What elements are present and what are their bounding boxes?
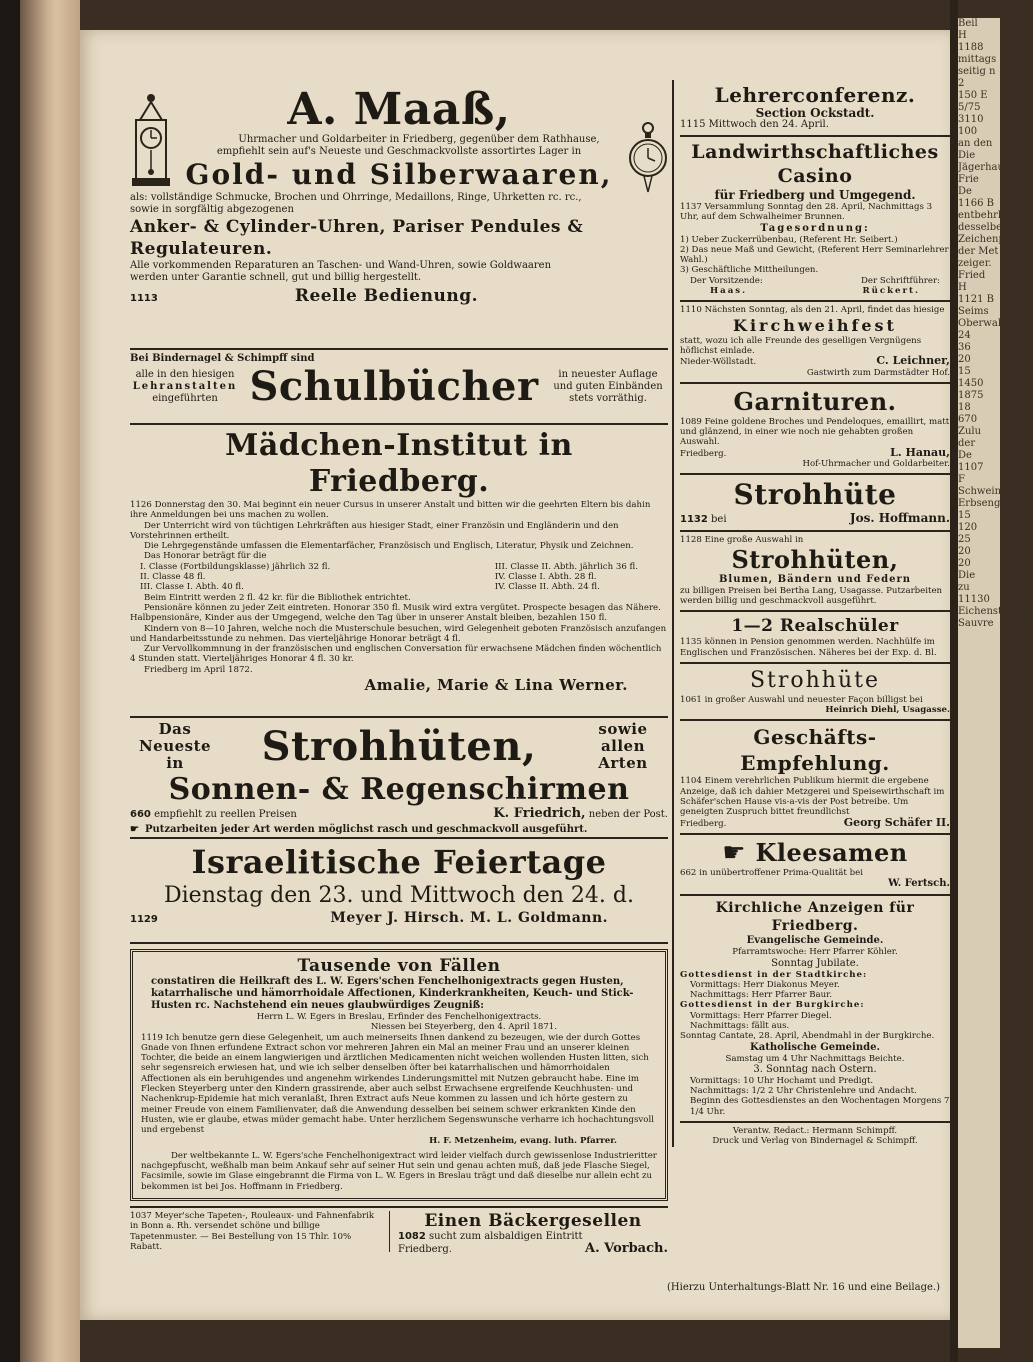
tapeten-text: 1037 Meyer'sche Tapeten-, Rouleaux- und Fahnenfabrik in Bonn a. Rh. versendet schöne und billige Tapetenmuster. — Bei Bestellung von 15 Thlr. 10% Rabatt.	[130, 1211, 390, 1252]
right-page-fragment	[958, 18, 1033, 1348]
realschueler-title: 1—2 Realschüler	[731, 616, 899, 637]
schulbuecher-right1: in neuester Auflage	[558, 369, 658, 380]
ad-baecker	[398, 1211, 668, 1256]
right-page-fragment-line: De	[958, 450, 972, 461]
right-page-fragment-line: 150 E	[958, 90, 988, 101]
geschaefts-name: Georg Schäfer II.	[843, 815, 950, 829]
diehl-title: Strohhüte	[749, 667, 881, 693]
pointing-hand-icon: ☛	[722, 837, 746, 868]
fee-right-1: III. Classe II. Abth. jährlich 36 fl.	[494, 561, 638, 572]
kirchlich-title: Kirchliche Anzeigen für Friedberg.	[715, 900, 915, 935]
ad-strohhuete-lang	[680, 532, 950, 612]
friedrich-where: neben der Post.	[588, 809, 668, 820]
casino-item-2: 2) Das neue Maß und Gewicht, (Referent Herr Seminarlehrer Wahl.)	[680, 244, 949, 266]
kirchlich-ostern: 3. Sonntag nach Ostern.	[753, 1063, 877, 1075]
right-page-fragment-line: mittags	[958, 54, 997, 65]
kirchlich-burg1: Vormittags: Herr Pfarrer Diegel.	[690, 1010, 832, 1021]
right-page-fragment-line: 36	[958, 342, 971, 353]
fee-left-2: II. Classe 48 fl.	[140, 572, 206, 583]
maass-line5: Alle vorkommenden Reparaturen an Taschen- und Wand-Uhren, sowie Goldwaaren	[130, 260, 552, 271]
geschaefts-p1: 1104 Einem verehrlichen Publikum hiermit die ergebene Anzeige, daß ich dahier Metzgerei und Speisewirthschaft im Schäfer'schen Hause vis-a-vis der Post betreibe. Um geneigten Zuspruch bittet freundlichst	[680, 776, 945, 818]
ad-maedchen-institut	[130, 425, 668, 718]
right-page-fragment-line: F	[958, 474, 965, 485]
feiertage-dates: Dienstag den 23. und Mittwoch den 24. d.	[164, 883, 634, 908]
maass-footer: Reelle Bedienung.	[294, 286, 478, 306]
kirchlich-kath2: Vormittags: 10 Uhr Hochamt und Predigt.	[690, 1075, 874, 1086]
ad-kirchliche-anzeigen	[680, 896, 950, 1123]
left-column	[130, 80, 668, 1256]
right-page-fragment-line: 1121 B	[958, 294, 994, 305]
casino-l2: Der Schriftführer:	[861, 275, 940, 286]
baecker-line: sucht zum alsbaldigen Eintritt	[429, 1231, 583, 1242]
right-page-fragment-line: 1188	[958, 42, 984, 53]
right-page-fragment-line: entbehrlichen	[958, 210, 1029, 221]
impressum-line3: (Hierzu Unterhaltungs-Blatt Nr. 16 und eine Beilage.)	[667, 1282, 940, 1293]
kirchlich-kath: Katholische Gemeinde.	[750, 1041, 880, 1053]
garnituren-name: L. Hanau,	[890, 445, 950, 459]
right-page-fragment-line: Schweinfurt	[958, 486, 1020, 497]
right-page-fragment-line: 1450	[958, 378, 984, 389]
kleesamen-name: W. Fertsch.	[888, 878, 950, 890]
baecker-place: Friedberg.	[398, 1244, 452, 1255]
right-page-fragment-line: Zeichenpfaff	[958, 234, 1022, 245]
clock-icon	[130, 90, 172, 194]
kirchweihe-role: Gastwirth zum Darmstädter Hof.	[806, 367, 950, 378]
kirchlich-woche: Pfarramtswoche: Herr Pfarrer Köhler.	[732, 947, 898, 958]
egers-addr1: Herrn L. W. Egers in Breslau, Erfinder des Fenchelhonigextracts.	[256, 1012, 542, 1022]
friedrich-title: Strohhüten,	[261, 722, 537, 770]
right-page-fragment-line: 1107	[958, 462, 984, 473]
maass-line1: Uhrmacher und Goldarbeiter in Friedberg, gegenüber dem Rathhause,	[238, 134, 600, 145]
geschaefts-title: Geschäfts-Empfehlung.	[740, 725, 890, 776]
maedchen-p9: Friedberg im April 1872.	[144, 664, 253, 675]
right-page-fragment-line: H	[958, 282, 967, 293]
ad-egers-wrapper	[130, 944, 668, 1206]
right-page-fragment-line: zu	[958, 582, 970, 593]
maass-number: 1113	[130, 293, 158, 304]
right-page-fragment-line: 20	[958, 354, 971, 365]
friedrich-left2: in	[166, 754, 184, 772]
right-page-fragment-line: 20	[958, 558, 971, 569]
maass-headline2: Anker- & Cylinder-Uhren, Pariser Pendules & Regulateuren.	[130, 217, 584, 259]
right-page-fragment-line: Jägerhaus	[958, 162, 1010, 173]
lehrerconferenz-sub: Section Ockstadt.	[755, 106, 875, 120]
right-page-fragment-line: Sauvre	[958, 618, 994, 629]
diehl-p1: 1061 in großer Auswahl und neuester Façon billigst bei	[680, 694, 923, 705]
hoffmann-line: bei	[711, 514, 727, 526]
friedrich-number: 660	[130, 809, 151, 820]
hoffmann-name: Jos. Hoffmann.	[849, 511, 950, 526]
schulbuecher-right3: stets vorräthig.	[569, 393, 647, 404]
ad-garnituren	[680, 384, 950, 475]
kirchlich-burg: Gottesdienst in der Burgkirche:	[680, 1000, 865, 1011]
right-page-fragment-line: der Met	[958, 246, 999, 257]
right-page-fragment-line: 15	[958, 366, 971, 377]
pocket-watch-icon	[628, 120, 668, 204]
kirchweihe-p1: 1110 Nächsten Sonntag, als den 21. April, findet das hiesige	[680, 305, 945, 316]
impressum-line1: Verantw. Redact.: Hermann Schimpff.	[732, 1126, 898, 1137]
ad-kleesamen	[680, 835, 950, 896]
hoffmann-number: 1132	[680, 514, 708, 526]
maass-line6: werden unter Garantie schnell, gut und billig hergestellt.	[130, 272, 422, 283]
book-spine	[20, 0, 80, 1362]
right-page-fragment-line: 18	[958, 402, 971, 413]
schulbuecher-intro: Bei Bindernagel & Schimpff sind	[130, 353, 315, 364]
casino-item-3: 3) Geschäftliche Mittheilungen.	[680, 265, 819, 276]
ad-schulbuecher	[130, 350, 668, 425]
fee-right-2: IV. Classe I. Abth. 28 fl.	[494, 572, 597, 583]
right-page-fragment-line: H	[958, 30, 967, 41]
kirchweihe-title: Kirchweihfest	[733, 315, 897, 335]
casino-p1: 1137 Versammlung Sonntag den 28. April, Nachmittags 3 Uhr, auf dem Schwalheimer Brunnen.	[680, 202, 933, 223]
page-gutter	[950, 0, 958, 1362]
book-binding	[0, 0, 20, 1362]
egers-letter: 1119 Ich benutze gern diese Gelegenheit, um auch meinerseits Ihnen dankend zu bezeugen, wie der durch Gottes Gnade von Ihnen erfundene Extract schon vor mehreren Jahren ein Mal an meiner Frau und an unserer kleinen Tochter, die beide an einem langwierigen und ärztlichen Medicamenten nicht weichen wollenden Husten litten, sich sehr segensreich erwiesen hat, und wie ich selber denselben öfter bei katarrhalischen und hämorrhoidalen Affectionen als ein beruhigendes und angenehm wirkendes Linderungsmittel mit Nutzen gebraucht habe. Eine im Flecken Steyerberg unter den Kindern grassirende, aber auch selbst Erwachsene ergreifende Keuchhusten- und Nachenkrup-Epidemie hat mich veranlaßt, Ihren Extract aufs Neue kommen zu lassen und ich hörte gestern zu meiner Freude von einem Familienvater, daß die Anwendung desselben bei seinem schwer erkrankten Kinde den Husten, wie er glaube, etwas müder gemacht habe. Unter herzlichem Segenswunsche verharre ich hochachtungsvoll und ergebenst	[141, 1032, 654, 1136]
friedrich-name: K. Friedrich,	[493, 806, 586, 821]
right-page-fragment-line: 20	[958, 546, 971, 557]
right-column	[672, 80, 950, 1147]
casino-n2: Rückert.	[862, 286, 920, 297]
impressum	[680, 1123, 950, 1147]
kirchlich-ev: Evangelische Gemeinde.	[746, 935, 884, 947]
kirchlich-kath3: Nachmittags: 1/2 2 Uhr Christenlehre und Andacht.	[690, 1086, 917, 1097]
ad-casino	[680, 137, 950, 302]
friedrich-left1: Das Neueste	[138, 720, 212, 755]
right-page-fragment-line: De	[958, 186, 972, 197]
maass-line3: als: vollständige Schmucke, Brochen und Ohrringe, Medaillons, Ringe, Uhrketten rc. rc.,	[130, 192, 582, 203]
schulbuecher-right2: und guten Einbänden	[553, 381, 663, 392]
right-page-fragment-line: 25	[958, 534, 971, 545]
casino-l1: Der Vorsitzende:	[690, 275, 763, 286]
schulbuecher-left1: alle in den hiesigen	[135, 369, 235, 380]
friedrich-right2: Arten	[598, 754, 648, 772]
egers-addr2: Niessen bei Steyerberg, den 4. April 1871.	[370, 1022, 557, 1033]
right-page-fragment-line: Die	[958, 570, 976, 581]
ad-strohhuete-hoffmann	[680, 475, 950, 532]
maedchen-signature: Amalie, Marie & Lina Werner.	[364, 676, 628, 695]
casino-title: Landwirthschaftliches Casino	[691, 141, 939, 187]
casino-agenda: Tagesordnung:	[760, 222, 870, 234]
right-page-fragment-line: Fried	[958, 270, 986, 281]
friedrich-title2: Sonnen- & Regenschirmen	[168, 772, 630, 807]
bottom-row	[130, 1206, 668, 1256]
maass-line2: empfiehlt sein auf's Neueste und Geschmackvollste assortirtes Lager in	[216, 146, 582, 157]
kirchweihe-name: C. Leichner,	[876, 354, 950, 368]
right-page-fragment-line: 1166 B	[958, 198, 994, 209]
lang-sub: Blumen, Bändern und Federn	[718, 573, 912, 585]
egers-intro: constatiren die Heilkraft des L. W. Egers'schen Fenchelhonigextracts gegen Husten, katarrhalische und hämorrhoidale Affectionen, Kinderkrankheiten, Keuch- und Stick-Husten rc. Nachstehend ein neues glaubwürdiges Zeugniß:	[151, 976, 634, 1011]
right-page-fragment-line: Die	[958, 150, 976, 161]
maedchen-p8: Zur Vervollkommnung in der französischen und englischen Conversation für erwachsene Mädchen finden wöchentlich 4 Stunden statt. Vierteljähriges Honorar 4 fl. 30 kr.	[130, 644, 662, 665]
kirchweihe-p2: statt, wozu ich alle Freunde des geselligen Vergnügens höflichst einlade.	[680, 335, 922, 356]
lang-p1: 1128 Eine große Auswahl in	[680, 535, 804, 546]
egers-sign: H. F. Metzenheim, evang. luth. Pfarrer.	[429, 1135, 617, 1146]
maedchen-p6: Pensionäre können zu jeder Zeit eintreten. Honorar 350 fl. Musik wird extra vergütet. Prospecte besagen das Nähere. Halbpensionäre, Kinder aus der Umgegend, welche den Tag über in unserer Anstalt bleiben, bezahlen 150 fl.	[130, 602, 661, 624]
friedrich-putz: Putzarbeiten jeder Art werden möglichst rasch und geschmackvoll ausgeführt.	[144, 824, 588, 835]
ad-strohhuete-friedrich	[130, 718, 668, 839]
right-page-fragment-line: 11130	[958, 594, 990, 605]
ad-geschaefts-empfehlung	[680, 721, 950, 834]
right-page-fragment-line: 3110	[958, 114, 984, 125]
kirchlich-burg2: Nachmittags: fällt aus.	[690, 1020, 790, 1031]
right-page-fragment-line: desselben	[958, 222, 1009, 233]
baecker-number: 1082	[398, 1231, 426, 1242]
garnituren-title: Garnituren.	[733, 386, 897, 416]
right-page-fragment-line: der	[958, 438, 976, 449]
right-page-fragment-line: 24	[958, 330, 971, 341]
ad-realschueler	[680, 612, 950, 664]
feiertage-names: Meyer J. Hirsch. M. L. Goldmann.	[330, 910, 608, 926]
maedchen-p7: Kindern von 8—10 Jahren, welche noch die Musterschule besuchen, wird Gelegenheit geboten Französisch anzufangen und Handarbeitsstunde zu nehmen. Das vierteljährige Honorar beträgt 4 fl.	[130, 623, 667, 644]
maass-headline: Gold- und Silberwaaren,	[185, 158, 613, 191]
lang-title: Strohhüten,	[731, 544, 899, 574]
maedchen-p3: Die Lehrgegenstände umfassen die Elementarfächer, Französisch und Englisch, Literatur, Physik und Zeichnen.	[144, 541, 634, 552]
right-page-fragment-line: Eichenstämme	[958, 606, 1033, 617]
right-page-fragment-line: zeiger.	[958, 258, 992, 269]
lehrerconferenz-title: Lehrerconferenz.	[714, 83, 916, 107]
right-page-fragment-line: Zulu	[958, 426, 982, 437]
hoffmann-title: Strohhüte	[733, 478, 897, 512]
impressum-line2: Druck und Verlag von Bindernagel & Schimpff.	[712, 1136, 918, 1147]
garnituren-place: Friedberg.	[680, 448, 727, 459]
right-page-fragment-line: 100	[958, 126, 978, 137]
kleesamen-p1: 662 in unübertroffener Prima-Qualität bei	[680, 867, 863, 878]
maedchen-p4: Das Honorar beträgt für die	[144, 551, 267, 562]
maedchen-p1: 1126 Donnerstag den 30. Mai beginnt ein neuer Cursus in unserer Anstalt und bitten wir die geehrten Eltern bis dahin ihre Anmeldungen bei uns machen zu wollen.	[130, 500, 651, 521]
feiertage-title: Israelitische Feiertage	[191, 843, 607, 881]
pointing-hand-icon: ☛	[130, 824, 139, 835]
right-page-fragment-line: 120	[958, 522, 978, 533]
fee-left-3: III. Classe I. Abth. 40 fl.	[140, 582, 244, 593]
ad-egers	[130, 949, 668, 1201]
kirchlich-kath4: Beginn des Gottesdienstes an den Wochentagen Morgens 7 1/4 Uhr.	[690, 1096, 950, 1117]
ad-lehrerconferenz	[680, 80, 950, 137]
right-page-fragment-line: 1875	[958, 390, 984, 401]
maass-title: A. Maaß,	[287, 84, 511, 135]
fee-right-3: IV. Classe II. Abth. 24 fl.	[494, 582, 600, 593]
baecker-title: Einen Bäckergesellen	[424, 1211, 642, 1231]
friedrich-right1: sowie allen	[598, 720, 648, 755]
casino-item-1: 1) Ueber Zuckerrübenbau, (Referent Hr. Seibert.)	[680, 234, 898, 245]
maass-line4: sowie in sorgfältig abgezogenen	[130, 204, 294, 215]
garnituren-text: 1089 Feine goldene Broches und Pendeloques, emaillirt, matt und glänzend, in einer wie noch nie gehabten großen Auswahl.	[680, 416, 950, 448]
casino-n1: Haas.	[710, 286, 748, 297]
schulbuecher-title: Schulbücher	[249, 363, 539, 410]
kirchweihe-place: Nieder-Wöllstadt.	[680, 357, 757, 368]
egers-title: Tausende von Fällen	[297, 956, 501, 976]
garnituren-role: Hof-Uhrmacher und Goldarbeiter.	[802, 459, 950, 470]
right-page-fragment-line: seitig n	[958, 66, 996, 77]
feiertage-number: 1129	[130, 914, 158, 925]
kirchlich-stadt: Gottesdienst in der Stadtkirche:	[680, 969, 868, 980]
right-page-fragment-line: Erbsengrün	[958, 498, 1019, 509]
kirchlich-sonntag: Sonntag Jubilate.	[771, 957, 859, 969]
diehl-name: Heinrich Diehl, Usagasse.	[825, 705, 950, 716]
maedchen-title: Mädchen-Institut in Friedberg.	[225, 428, 573, 499]
ad-kirchweihe	[680, 302, 950, 383]
right-page-fragment-line: 670	[958, 414, 978, 425]
right-page-fragment-line: Frie	[958, 174, 979, 185]
kleesamen-title: Kleesamen	[755, 837, 908, 867]
right-page-fragment-line: 2	[958, 78, 965, 89]
casino-sub: für Friedberg und Umgegend.	[714, 188, 916, 202]
right-page-fragment-line: Oberwal	[958, 318, 1002, 329]
right-page-fragment-line: Seims	[958, 306, 989, 317]
maedchen-p5: Beim Eintritt werden 2 fl. 42 kr. für die Bibliothek entrichtet.	[144, 592, 411, 603]
right-page-fragment-line: 5/75	[958, 102, 981, 113]
kirchlich-stadt2: Nachmittags: Herr Pfarrer Baur.	[690, 990, 833, 1001]
kirchlich-cantate: Sonntag Cantate, 28. April, Abendmahl in der Burgkirche.	[680, 1031, 935, 1042]
kirchlich-stadt1: Vormittags: Herr Diakonus Meyer.	[690, 979, 840, 990]
ad-strohhuete-diehl	[680, 664, 950, 722]
schulbuecher-left2: Lehranstalten	[132, 381, 238, 392]
lang-p2: zu billigen Preisen bei Bertha Lang, Usagasse. Putzarbeiten werden billig und geschmackvoll ausgeführt.	[680, 585, 943, 606]
right-page-fragment-line: Beil	[958, 18, 978, 29]
lehrerconferenz-line: 1115 Mittwoch den 24. April.	[680, 119, 829, 130]
kirchlich-kath1: Samstag um 4 Uhr Nachmittags Beichte.	[725, 1053, 905, 1064]
ad-maass	[130, 80, 668, 350]
friedrich-line: empfiehlt zu reellen Preisen	[154, 809, 297, 820]
schulbuecher-left3: eingeführten	[152, 393, 218, 404]
baecker-name: A. Vorbach.	[585, 1241, 668, 1256]
maedchen-p2: Der Unterricht wird von tüchtigen Lehrkräften aus hiesiger Stadt, einer Französin und Engländerin und den Vorstehrinnen ertheilt.	[130, 520, 619, 541]
realschueler-p1: 1135 können in Pension genommen werden. Nachhülfe im Englischen und Französischen. Näheres bei der Exp. d. Bl.	[680, 637, 937, 658]
newspaper-page	[80, 30, 950, 1320]
fee-left-1: I. Classe (Fortbildungsklasse) jährlich 32 fl.	[140, 561, 331, 572]
right-page-fragment-line: an den	[958, 138, 993, 149]
ad-feiertage	[130, 839, 668, 944]
egers-note: Der weltbekannte L. W. Egers'sche Fenchelhonigextract wird leider vielfach durch gewissenlose Industrieritter nachgepfuscht, weßhalb man beim Ankauf sehr auf seiner Hut sein und genau achten muß, daß jede Flasche Siegel, Facsimile, sowie im Glase eingebrannt die Firma von L. W. Egers in Breslau trägt und daß dieselbe nur allein echt zu bekommen ist bei Jos. Hoffmann in Friedberg.	[141, 1150, 657, 1192]
right-page-fragment-line: 15	[958, 510, 971, 521]
geschaefts-place: Friedberg.	[680, 818, 727, 829]
